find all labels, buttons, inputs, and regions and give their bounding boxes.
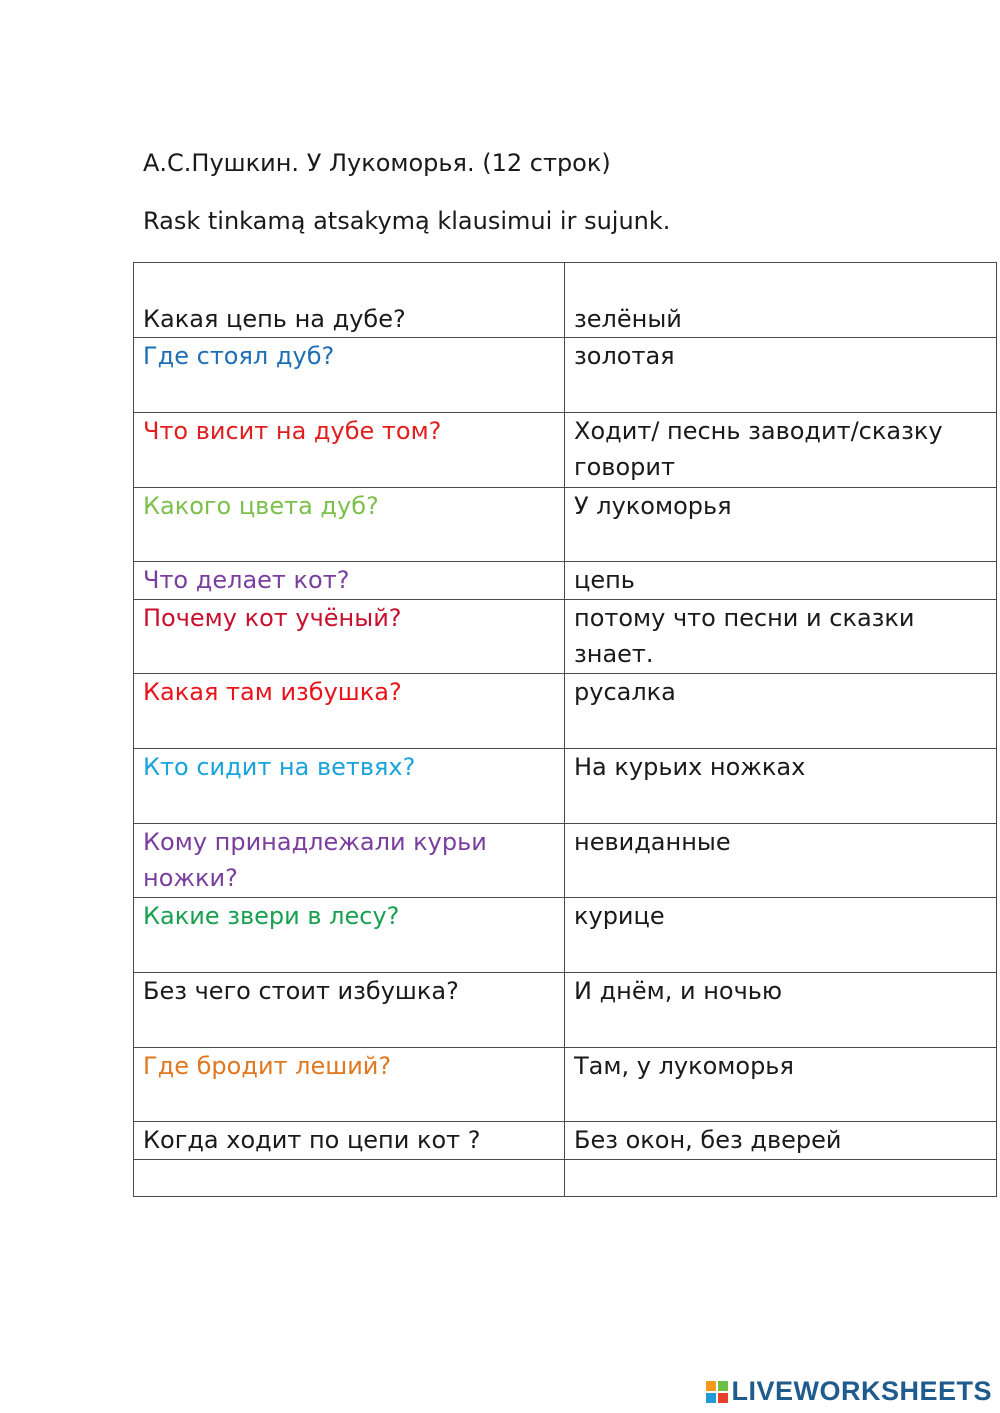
logo-square: [718, 1381, 728, 1391]
question-text: Когда ходит по цепи кот ?: [143, 1126, 481, 1154]
answer-text: золотая: [574, 342, 675, 370]
question-text: Какого цвета дуб?: [143, 492, 379, 520]
liveworksheets-watermark: [706, 1376, 992, 1407]
answer-text: зелёный: [574, 305, 682, 333]
table-row: [134, 824, 997, 898]
answer-cell: [565, 1048, 997, 1122]
question-cell: [134, 413, 565, 488]
answer-cell: [565, 263, 997, 338]
logo-square: [718, 1393, 728, 1403]
answer-cell: [565, 898, 997, 973]
answer-text: цепь: [574, 566, 635, 594]
table-row: [134, 263, 997, 338]
matching-table: [133, 262, 997, 1197]
answer-cell: [565, 749, 997, 824]
question-cell: [134, 749, 565, 824]
table-row: [134, 413, 997, 488]
answer-text: На курьих ножках: [574, 753, 806, 781]
question-cell: [134, 338, 565, 413]
instruction-text: Rask tinkamą atsakymą klausimui ir sujunk.: [143, 207, 671, 235]
question-cell: [134, 562, 565, 600]
question-text: Кому принадлежали курьи ножки?: [143, 828, 487, 892]
empty-cell: [565, 1160, 997, 1197]
table-row: [134, 1048, 997, 1122]
answer-cell: [565, 413, 997, 488]
question-text: Что висит на дубе том?: [143, 417, 442, 445]
logo-square: [706, 1393, 716, 1403]
answer-text: невиданные: [574, 828, 731, 856]
question-cell: [134, 674, 565, 749]
answer-cell: [565, 338, 997, 413]
table-row: [134, 749, 997, 824]
answer-cell: [565, 562, 997, 600]
empty-row: [134, 1160, 997, 1197]
table-row: [134, 562, 997, 600]
document-title: А.С.Пушкин. У Лукоморья. (12 строк): [143, 149, 611, 177]
question-text: Где бродит леший?: [143, 1052, 392, 1080]
answer-cell: [565, 824, 997, 898]
question-text: Какие звери в лесу?: [143, 902, 400, 930]
liveworksheets-logo-icon: [706, 1381, 728, 1403]
answer-cell: [565, 1122, 997, 1160]
logo-square: [706, 1381, 716, 1391]
table-row: [134, 488, 997, 562]
answer-text: Там, у лукоморья: [574, 1052, 794, 1080]
question-text: Где стоял дуб?: [143, 342, 335, 370]
answer-text: И днём, и ночью: [574, 977, 783, 1005]
answer-text: русалка: [574, 678, 676, 706]
question-text: Что делает кот?: [143, 566, 350, 594]
question-cell: [134, 263, 565, 338]
answer-cell: [565, 488, 997, 562]
answer-text: потому что песни и сказки знает.: [574, 604, 915, 668]
question-cell: [134, 898, 565, 973]
empty-cell: [134, 1160, 565, 1197]
table-row: [134, 898, 997, 973]
question-text: Почему кот учёный?: [143, 604, 402, 632]
answer-text: Ходит/ песнь заводит/сказку говорит: [574, 417, 943, 481]
answer-cell: [565, 674, 997, 749]
answer-text: Без окон, без дверей: [574, 1126, 842, 1154]
table-row: [134, 1122, 997, 1160]
answer-cell: [565, 600, 997, 674]
question-cell: [134, 973, 565, 1048]
question-text: Без чего стоит избушка?: [143, 977, 459, 1005]
question-cell: [134, 824, 565, 898]
question-text: Какая там избушка?: [143, 678, 402, 706]
watermark-text: LIVEWORKSHEETS: [731, 1376, 992, 1406]
table-row: [134, 674, 997, 749]
answer-text: У лукоморья: [574, 492, 732, 520]
question-cell: [134, 600, 565, 674]
table-row: [134, 338, 997, 413]
question-text: Кто сидит на ветвях?: [143, 753, 416, 781]
table-row: [134, 600, 997, 674]
question-cell: [134, 1048, 565, 1122]
question-cell: [134, 1122, 565, 1160]
answer-text: курице: [574, 902, 665, 930]
answer-cell: [565, 973, 997, 1048]
table-row: [134, 973, 997, 1048]
question-text: Какая цепь на дубе?: [143, 305, 406, 333]
question-cell: [134, 488, 565, 562]
